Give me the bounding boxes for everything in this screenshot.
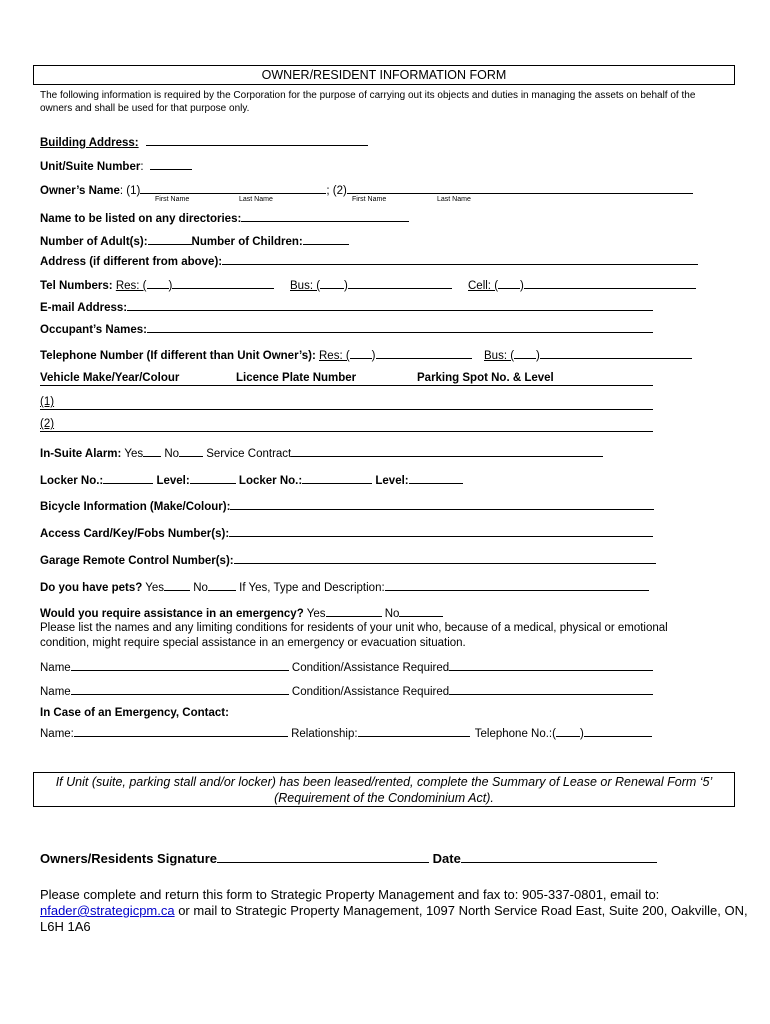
owner-1-field[interactable] bbox=[140, 182, 326, 194]
garage-field[interactable] bbox=[234, 552, 656, 564]
colon: : bbox=[140, 161, 144, 173]
footer-address: or mail to Strategic Property Management, 1097 North Service Road East, Suite 200, Oakville, ON, bbox=[174, 903, 748, 918]
assist-person-row-1 bbox=[40, 659, 653, 674]
date-field[interactable] bbox=[461, 849, 657, 863]
alarm-row bbox=[40, 445, 603, 460]
footer-line-2 bbox=[40, 903, 748, 918]
adults-label: Number of Adult(s): bbox=[40, 236, 148, 248]
vehicle-header-row bbox=[40, 372, 653, 386]
emergency-contact-heading: In Case of an Emergency, Contact: bbox=[40, 707, 229, 719]
access-card-field[interactable] bbox=[229, 525, 653, 537]
assist-desc-line-2: condition, might require special assistance in an emergency or evacuation situation. bbox=[40, 637, 466, 649]
adults-field[interactable] bbox=[148, 233, 192, 245]
tel-diff-res-number-field[interactable] bbox=[376, 347, 472, 359]
relationship-field[interactable] bbox=[358, 725, 470, 737]
signature-field[interactable] bbox=[217, 849, 429, 863]
assist-no-field[interactable] bbox=[399, 605, 443, 617]
pets-row bbox=[40, 579, 649, 594]
cell-area-field[interactable] bbox=[498, 277, 520, 289]
assist-person-row-2 bbox=[40, 683, 653, 698]
address-diff-field[interactable] bbox=[222, 253, 698, 265]
signature-label: Owners/Residents Signature bbox=[40, 851, 217, 866]
bus-area-field[interactable] bbox=[320, 277, 344, 289]
owner-2-label: ; (2) bbox=[326, 185, 347, 197]
tel-diff-bus-number-field[interactable] bbox=[540, 347, 692, 359]
vehicle-row-2[interactable] bbox=[40, 418, 653, 432]
service-contract-label: Service Contract bbox=[206, 448, 292, 460]
notice-line-2: (Requirement of the Condominium Act). bbox=[274, 791, 494, 805]
children-field[interactable] bbox=[303, 233, 349, 245]
garage-row bbox=[40, 552, 656, 567]
alarm-yes-label: Yes bbox=[124, 448, 144, 460]
email-row bbox=[40, 299, 653, 314]
cell-label: Cell: ( bbox=[468, 280, 499, 292]
unit-suite-row bbox=[40, 158, 192, 173]
assist-name-field-1[interactable] bbox=[71, 659, 289, 671]
tel-diff-res-area-field[interactable] bbox=[350, 347, 372, 359]
email-label: E-mail Address: bbox=[40, 302, 128, 314]
alarm-label: In-Suite Alarm: bbox=[40, 448, 122, 460]
bicycle-label: Bicycle Information (Make/Colour): bbox=[40, 501, 231, 513]
emergency-contact-row bbox=[40, 725, 652, 740]
vehicle-row-1[interactable] bbox=[40, 396, 653, 410]
tel-diff-label: Telephone Number (If different than Unit Owner’s): bbox=[40, 350, 316, 362]
address-diff-row bbox=[40, 253, 698, 268]
locker-no-label: Locker No.: bbox=[40, 475, 104, 487]
owners-name-row bbox=[40, 182, 693, 197]
res-area-field[interactable] bbox=[147, 277, 169, 289]
assist-desc-line-1: Please list the names and any limiting conditions for residents of your unit who, because of a medical, physical or emotional bbox=[40, 622, 668, 634]
assist-label: Would you require assistance in an emergency? bbox=[40, 608, 304, 620]
email-field[interactable] bbox=[127, 299, 653, 311]
res-number-field[interactable] bbox=[172, 277, 274, 289]
lease-notice bbox=[33, 772, 735, 807]
emergency-name-label: Name: bbox=[40, 728, 74, 740]
unit-suite-field[interactable] bbox=[150, 158, 192, 170]
bus-number-field[interactable] bbox=[348, 277, 452, 289]
notice-line-1: If Unit (suite, parking stall and/or locker) has been leased/rented, complete the Summary of Lease or Renewal Form ‘5’ bbox=[55, 775, 713, 789]
directories-field[interactable] bbox=[241, 210, 409, 222]
address-diff-label: Address (if different from above): bbox=[40, 256, 223, 268]
telephone-no-label: Telephone No.:( bbox=[474, 728, 556, 740]
pets-no-label: No bbox=[193, 582, 208, 594]
access-card-row bbox=[40, 525, 653, 540]
building-address-label: Building Address: bbox=[40, 137, 139, 149]
pets-yes-field[interactable] bbox=[164, 579, 190, 591]
vehicle-label: Vehicle Make/Year/Colour bbox=[40, 372, 180, 384]
locker-level-label: Level: bbox=[156, 475, 190, 487]
building-address-field[interactable] bbox=[146, 134, 368, 146]
vehicle-row-2-label: (2) bbox=[40, 418, 55, 430]
alarm-yes-field[interactable] bbox=[143, 445, 161, 457]
bicycle-row bbox=[40, 498, 654, 513]
form-title: OWNER/RESIDENT INFORMATION FORM bbox=[33, 65, 735, 85]
garage-label: Garage Remote Control Number(s): bbox=[40, 555, 234, 567]
occupants-label: Occupant’s Names: bbox=[40, 324, 147, 336]
tel-diff-bus-group bbox=[484, 347, 692, 362]
assist-name-label: Name bbox=[40, 662, 71, 674]
locker-no-2-field[interactable] bbox=[302, 472, 372, 484]
tel-diff-bus-label: Bus: ( bbox=[484, 350, 515, 362]
signature-row bbox=[40, 849, 657, 866]
owner1-first-name-caption: First Name bbox=[155, 196, 190, 203]
assist-yes-label: Yes bbox=[306, 608, 326, 620]
paren: ) bbox=[579, 728, 584, 740]
locker-level-field[interactable] bbox=[190, 472, 236, 484]
pets-yes-label: Yes bbox=[145, 582, 165, 594]
tel-diff-bus-area-field[interactable] bbox=[514, 347, 536, 359]
pets-label: Do you have pets? bbox=[40, 582, 143, 594]
assist-no-label: No bbox=[384, 608, 400, 620]
intro-line-2: owners and shall be used for that purpose only. bbox=[40, 103, 250, 114]
paren: ) bbox=[344, 280, 348, 292]
vehicle-row-1-label: (1) bbox=[40, 396, 55, 408]
assist-row bbox=[40, 605, 443, 620]
tel-numbers-label: Tel Numbers: bbox=[40, 280, 113, 292]
bus-group bbox=[290, 277, 452, 292]
assist-yes-field[interactable] bbox=[326, 605, 382, 617]
condition-field-2[interactable] bbox=[449, 683, 653, 695]
owner2-first-name-caption: First Name bbox=[352, 196, 387, 203]
access-card-label: Access Card/Key/Fobs Number(s): bbox=[40, 528, 230, 540]
paren: ) bbox=[536, 350, 540, 362]
owner-2-field[interactable] bbox=[347, 182, 693, 194]
children-label: Number of Children: bbox=[191, 236, 303, 248]
date-label: Date bbox=[432, 851, 461, 866]
owner-1-label: : (1) bbox=[119, 185, 141, 197]
unit-suite-label: Unit/Suite Number bbox=[40, 161, 141, 173]
intro-line-1: The following information is required by the Corporation for the purpose of carrying out its objects and duties in managing the assets on behalf of the bbox=[40, 90, 696, 101]
bus-label: Bus: ( bbox=[290, 280, 321, 292]
locker-row bbox=[40, 472, 463, 487]
tel-diff-row bbox=[40, 347, 472, 362]
alarm-no-label: No bbox=[164, 448, 180, 460]
owner1-last-name-caption: Last Name bbox=[239, 196, 273, 203]
emergency-name-field[interactable] bbox=[74, 725, 288, 737]
bicycle-field[interactable] bbox=[230, 498, 654, 510]
pets-no-field[interactable] bbox=[208, 579, 236, 591]
licence-label: Licence Plate Number bbox=[236, 372, 357, 384]
emergency-tel-number-field[interactable] bbox=[584, 725, 652, 737]
relationship-label: Relationship: bbox=[291, 728, 358, 740]
alarm-no-field[interactable] bbox=[179, 445, 203, 457]
cell-number-field[interactable] bbox=[524, 277, 696, 289]
pets-desc-field[interactable] bbox=[385, 579, 649, 591]
occupants-row bbox=[40, 321, 653, 336]
assist-name-field-2[interactable] bbox=[71, 683, 289, 695]
paren: ) bbox=[168, 280, 173, 292]
locker-level-2-label: Level: bbox=[375, 475, 409, 487]
emergency-tel-area-field[interactable] bbox=[556, 725, 580, 737]
service-contract-field[interactable] bbox=[291, 445, 603, 457]
paren: ) bbox=[371, 350, 376, 362]
assist-name-label: Name bbox=[40, 686, 71, 698]
condition-label: Condition/Assistance Required bbox=[291, 686, 450, 698]
directories-row bbox=[40, 210, 409, 225]
condition-field-1[interactable] bbox=[449, 659, 653, 671]
footer-line-3: L6H 1A6 bbox=[40, 919, 91, 934]
tel-diff-res-label: Res: ( bbox=[319, 350, 350, 362]
locker-no-2-label: Locker No.: bbox=[238, 475, 303, 487]
directories-label: Name to be listed on any directories: bbox=[40, 213, 242, 225]
building-address-row bbox=[40, 134, 368, 149]
res-label: Res: ( bbox=[115, 280, 147, 292]
paren: ) bbox=[520, 280, 524, 292]
occupancy-count-row bbox=[40, 233, 349, 248]
footer-line-1: Please complete and return this form to Strategic Property Management and fax to: 905-337-0801, email to: bbox=[40, 887, 660, 902]
footer-email-link[interactable]: nfader@strategicpm.ca bbox=[40, 903, 175, 918]
pets-desc-label: If Yes, Type and Description: bbox=[239, 582, 385, 594]
tel-numbers-row bbox=[40, 277, 274, 292]
cell-group bbox=[468, 277, 696, 292]
owner2-last-name-caption: Last Name bbox=[437, 196, 471, 203]
owners-name-label: Owner’s Name bbox=[40, 185, 120, 197]
parking-label: Parking Spot No. & Level bbox=[417, 372, 554, 384]
condition-label: Condition/Assistance Required bbox=[291, 662, 450, 674]
occupants-field[interactable] bbox=[147, 321, 653, 333]
locker-no-field[interactable] bbox=[103, 472, 153, 484]
locker-level-2-field[interactable] bbox=[409, 472, 463, 484]
